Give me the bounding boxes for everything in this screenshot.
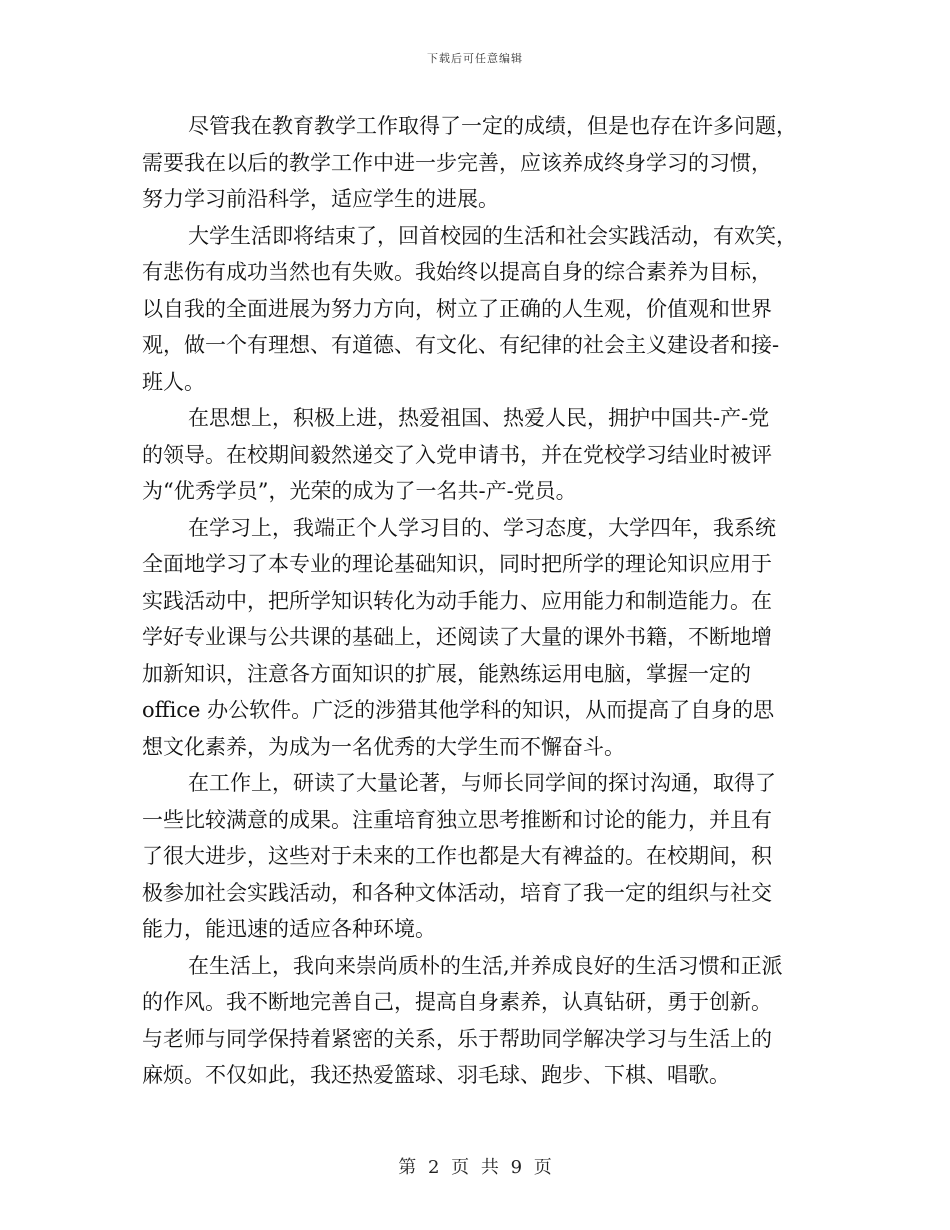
document-body xyxy=(142,108,807,1094)
page-header: 下载后可任意编辑 xyxy=(427,52,523,65)
text-line: 想文化素养，为成为一名优秀的大学生而不懈奋斗。 xyxy=(142,734,625,759)
text-line: 以自我的全面进展为努力方向，树立了正确的人生观，价值观和世界 xyxy=(142,296,772,321)
text-line: 实践活动中，把所学知识转化为动手能力、应用能力和制造能力。在 xyxy=(142,588,772,613)
text-line: 观，做一个有理想、有道德、有文化、有纪律的社会主义建设者和接- xyxy=(142,333,780,357)
text-line: 有悲伤有成功当然也有失败。我始终以提高自身的综合素养为目标， xyxy=(142,260,772,284)
text-line: 极参加社会实践活动，和各种文体活动，培育了我一定的组织与社交 xyxy=(142,880,772,905)
text-line: 班人。 xyxy=(142,369,205,394)
text-line: 为“优秀学员”，光荣的成为了一名共-产-党员。 xyxy=(142,479,577,503)
text-line: 需要我在以后的教学工作中进一步完善，应该养成终身学习的习惯， xyxy=(142,150,772,175)
text-line: 的作风。我不断地完善自己，提高自身素养，认真钻研，勇于创新。 xyxy=(142,990,772,1014)
page-footer: 第 2 页 共 9 页 xyxy=(398,1157,552,1178)
text-line: 了很大进步，这些对于未来的工作也都是大有裨益的。在校期间，积 xyxy=(142,844,772,868)
text-line: 一些比较满意的成果。注重培育独立思考推断和讨论的能力，并且有 xyxy=(142,807,772,832)
text-line: 加新知识，注意各方面知识的扩展，能熟练运用电脑，掌握一定的 xyxy=(142,661,751,686)
text-line: 尽管我在教育教学工作取得了一定的成绩，但是也存在许多问题， xyxy=(188,114,797,138)
text-line: 麻烦。不仅如此，我还热爱篮球、羽毛球、跑步、下棋、唱歌。 xyxy=(142,1063,730,1087)
text-line: 在思想上，积极上进，热爱祖国、热爱人民，拥护中国共-产-党 xyxy=(188,406,770,430)
text-line: 努力学习前沿科学，适应学生的进展。 xyxy=(142,187,499,211)
text-line: 全面地学习了本专业的理论基础知识，同时把所学的理论知识应用于 xyxy=(142,552,772,576)
text-line: 与老师与同学保持着紧密的关系，乐于帮助同学解决学习与生活上的 xyxy=(142,1026,772,1051)
text-line: 在生活上，我向来崇尚质朴的生活,并养成良好的生活习惯和正派 xyxy=(188,953,783,978)
text-line: 在工作上，研读了大量论著，与师长同学间的探讨沟通，取得了 xyxy=(188,771,776,795)
text-line: 学好专业课与公共课的基础上，还阅读了大量的课外书籍，不断地增 xyxy=(142,625,772,649)
text-line: 大学生活即将结束了，回首校园的生活和社会实践活动，有欢笑， xyxy=(188,223,797,248)
text-line: 的领导。在校期间毅然递交了入党申请书，并在党校学习结业时被评 xyxy=(142,442,772,467)
text-line: 在学习上，我端正个人学习目的、学习态度，大学四年，我系统 xyxy=(188,515,776,540)
text-line: office 办公软件。广泛的涉猎其他学科的知识，从而提高了自身的思 xyxy=(142,698,775,722)
text-line: 能力，能迅速的适应各种环境。 xyxy=(142,917,436,941)
